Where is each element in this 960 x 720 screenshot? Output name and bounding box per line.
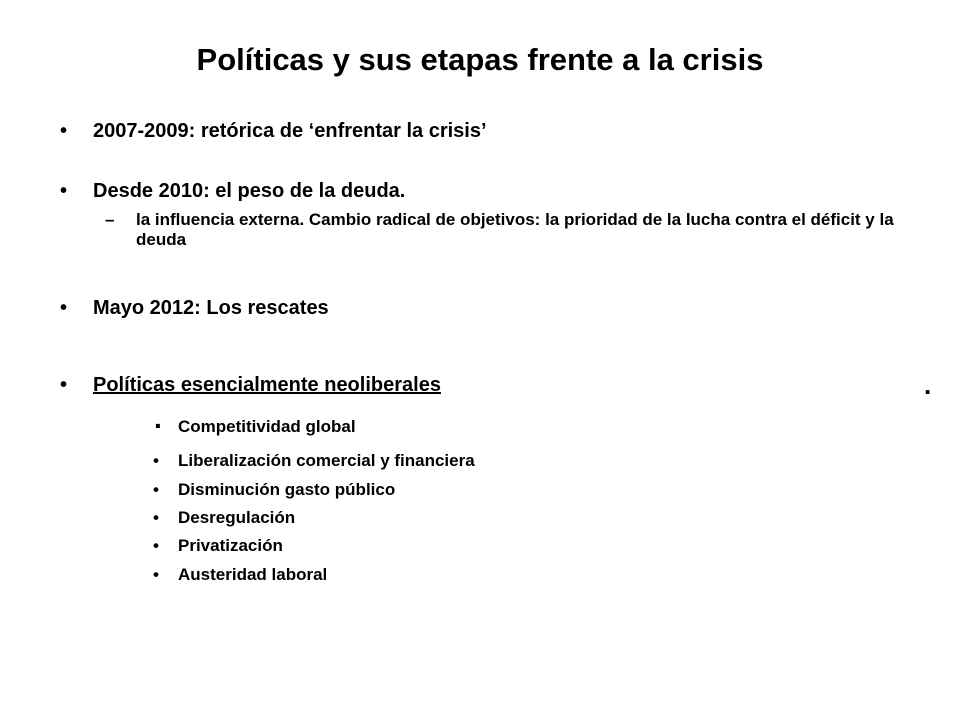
- list-marker: •: [153, 480, 159, 499]
- bullet-text: Políticas esencialmente neoliberales: [93, 374, 441, 396]
- slide-title: Políticas y sus etapas frente a la crisis: [196, 42, 764, 77]
- bullet-text: Mayo 2012: Los rescates: [93, 297, 329, 319]
- bullet-marker: •: [60, 374, 68, 396]
- list-text: Austeridad laboral: [178, 565, 328, 584]
- list-marker: •: [153, 565, 159, 584]
- bullet-text: 2007-2009: retórica de ‘enfrentar la crisis’: [93, 120, 487, 142]
- list-text: Privatización: [178, 536, 283, 555]
- bullet-marker: •: [60, 297, 68, 319]
- list-text: Disminución gasto público: [178, 480, 396, 499]
- sub-bullet-marker: –: [105, 210, 115, 229]
- list-text: Competitividad global: [178, 417, 356, 436]
- list-marker: •: [153, 508, 159, 527]
- sub-bullet-text: la influencia externa. Cambio radical de objetivos: la prioridad de la lucha contra el déficit y la deuda: [136, 210, 894, 249]
- list-text: Desregulación: [178, 508, 296, 527]
- list-marker: •: [153, 451, 159, 470]
- bullet-text: Desde 2010: el peso de la deuda.: [93, 180, 406, 202]
- bullet-marker: •: [60, 180, 68, 202]
- list-marker: .: [154, 403, 162, 434]
- list-marker: •: [153, 536, 159, 555]
- bullet-marker: •: [60, 120, 68, 142]
- trailing-dot: .: [924, 370, 932, 400]
- list-text: Liberalización comercial y financiera: [178, 451, 475, 470]
